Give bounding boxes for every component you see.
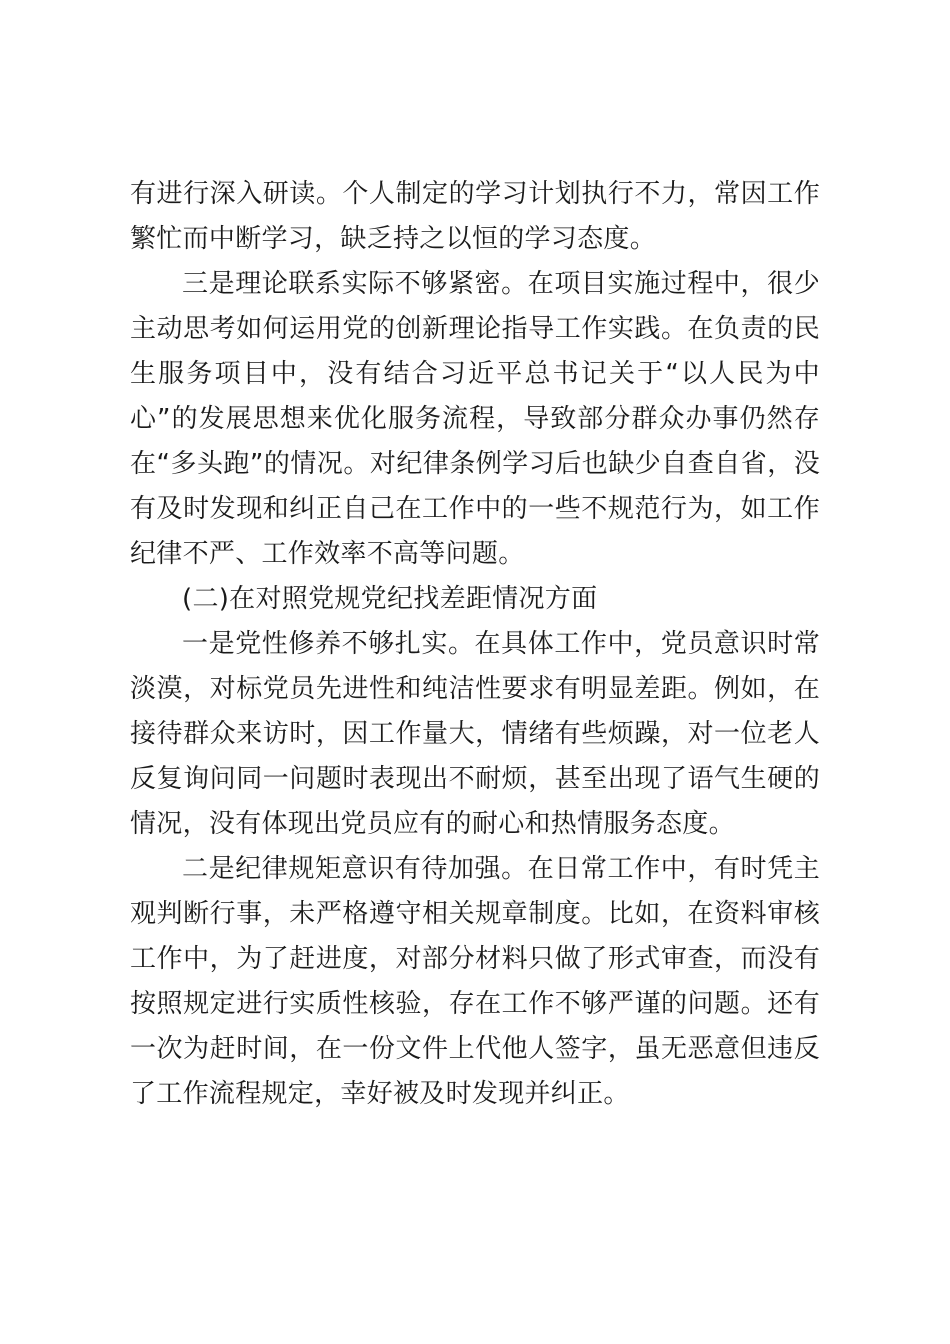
paragraph-continuation: 有进行深入研读。个人制定的学习计划执行不力，常因工作繁忙而中断学习，缺乏持之以恒的学习态度。 [130,179,820,254]
paragraph-party-spirit: 一是党性修养不够扎实。在具体工作中，党员意识时常淡漠，对标党员先进性和纯洁性要求有明显差距。例如，在接待群众来访时，因工作量大，情绪有些烦躁，对一位老人反复询问同一问题时表现出不耐烦，甚至出现了语气生硬的情况，没有体现出党员应有的耐心和热情服务态度。 [130,629,820,839]
section-heading-party-discipline: (二)在对照党规党纪找差距情况方面 [182,584,598,614]
paragraph-discipline-awareness: 二是纪律规矩意识有待加强。在日常工作中，有时凭主观判断行事，未严格遵守相关规章制度。比如，在资料审核工作中，为了赶进度，对部分材料只做了形式审查，而没有按照规定进行实质性核验，存在工作不够严谨的问题。还有一次为赶时间，在一份文件上代他人签字，虽无恶意但违反了工作流程规定，幸好被及时发现并纠正。 [130,854,820,1109]
document-body [130,172,820,1117]
paragraph-theory-practice: 三是理论联系实际不够紧密。在项目实施过程中，很少主动思考如何运用党的创新理论指导工作实践。在负责的民生服务项目中，没有结合习近平总书记关于“以人民为中心”的发展思想来优化服务流程，导致部分群众办事仍然存在“多头跑”的情况。对纪律条例学习后也缺少自查自省，没有及时发现和纠正自己在工作中的一些不规范行为，如工作纪律不严、工作效率不高等问题。 [130,269,820,569]
